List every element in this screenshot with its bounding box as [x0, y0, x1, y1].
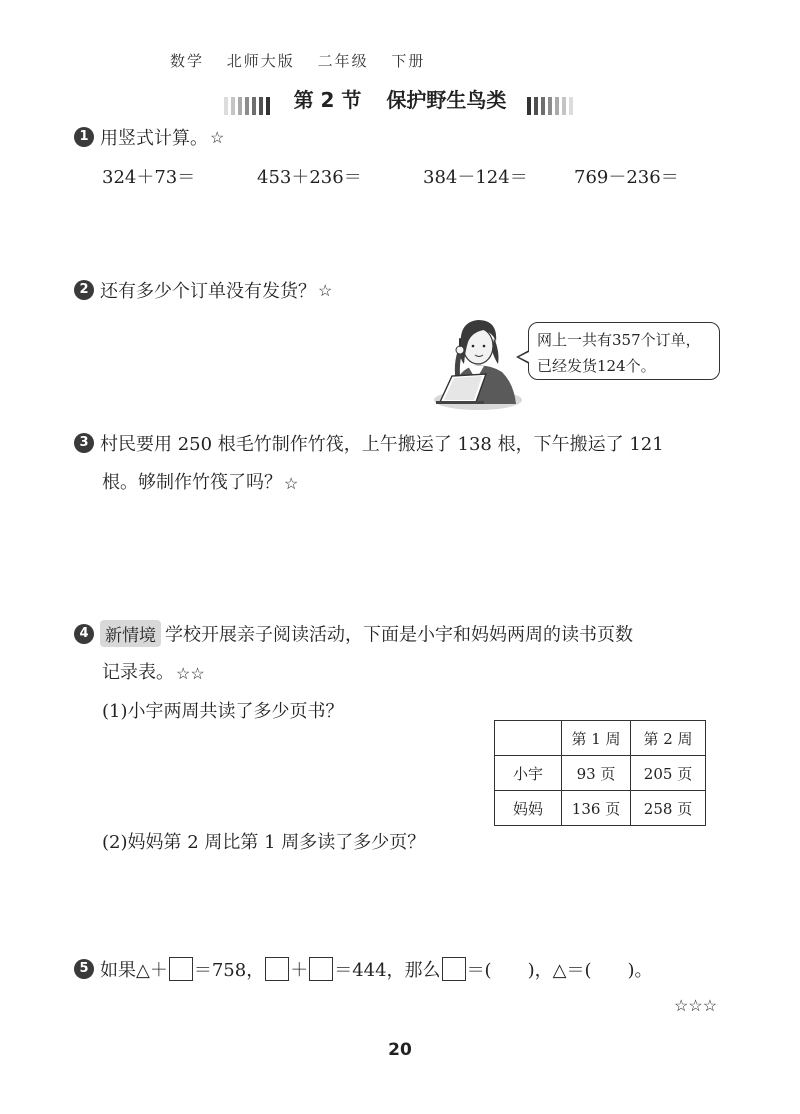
header-edition: 北师大版	[226, 52, 295, 70]
bubble-line-1: 网上一共有357个订单，	[537, 331, 701, 349]
equation-part: 如果△＋	[100, 960, 168, 981]
equation-part: ＝758，	[193, 960, 265, 981]
table-cell: 小宇	[495, 756, 562, 791]
difficulty-star-icon: ☆	[318, 280, 333, 300]
question-3-line-2	[102, 468, 298, 494]
table-cell: 136 页	[562, 791, 631, 826]
header-volume: 下册	[391, 52, 426, 70]
expression-2: 453＋236＝	[257, 167, 362, 188]
speech-bubble-tail-inner	[519, 352, 529, 362]
table-header-cell	[495, 721, 562, 756]
question-text-line-1: 村民要用 250 根毛竹制作竹筏，上午搬运了 138 根，下午搬运了 121	[100, 434, 664, 455]
difficulty-star-icon: ☆	[284, 473, 299, 493]
expression-4: 769－236＝	[574, 167, 679, 188]
question-text-line-2: 根。够制作竹筏了吗？	[102, 472, 282, 493]
question-4-line-2	[102, 658, 205, 684]
sub-question-2: (2)妈妈第 2 周比第 1 周多读了多少页？	[102, 832, 426, 853]
blank-square-box	[442, 957, 466, 981]
table-cell: 93 页	[562, 756, 631, 791]
question-number-badge: 4	[74, 624, 94, 644]
question-3	[74, 430, 664, 456]
question-number-badge: 5	[74, 959, 94, 979]
table-row	[495, 756, 706, 791]
equation-part: ＝( )，△＝( )。	[466, 960, 653, 981]
new-context-tag: 新情境	[100, 620, 161, 647]
header-subject: 数学	[170, 52, 205, 70]
question-text-line-2: 记录表。	[102, 662, 174, 683]
table-header-cell: 第 2 周	[631, 721, 706, 756]
question-number-badge: 2	[74, 280, 94, 300]
table-cell: 258 页	[631, 791, 706, 826]
question-2	[74, 277, 332, 303]
section-number: 第 2 节	[293, 88, 362, 112]
header-grade: 二年级	[317, 52, 369, 70]
question-1	[74, 124, 224, 150]
question-5	[74, 956, 653, 982]
equation-part: ＋	[290, 960, 309, 981]
equation-part: ＝444，那么	[334, 960, 441, 981]
difficulty-star-icon: ☆☆☆	[674, 996, 718, 1015]
reading-record-table	[494, 720, 706, 826]
question-number-badge: 3	[74, 433, 94, 453]
table-header-cell: 第 1 周	[562, 721, 631, 756]
difficulty-star-icon: ☆☆	[176, 663, 205, 683]
table-row	[495, 791, 706, 826]
section-title	[0, 84, 800, 113]
expression-1: 324＋73＝	[102, 167, 196, 188]
table-cell: 205 页	[631, 756, 706, 791]
question-number-badge: 1	[74, 127, 94, 147]
expression-3: 384－124＝	[423, 167, 528, 188]
difficulty-star-icon: ☆	[210, 127, 225, 147]
decorative-bars-right-icon	[527, 93, 576, 111]
decorative-bars-left-icon	[224, 93, 273, 111]
question-4	[74, 620, 633, 647]
table-cell: 妈妈	[495, 791, 562, 826]
question-text: 还有多少个订单没有发货？	[100, 281, 316, 302]
blank-square-box	[309, 957, 333, 981]
blank-square-box	[169, 957, 193, 981]
section-name: 保护野生鸟类	[386, 88, 507, 112]
question-text: 用竖式计算。	[100, 128, 208, 149]
speech-bubble	[528, 322, 720, 380]
table-header-row	[495, 721, 706, 756]
bubble-line-2: 已经发货124个。	[537, 357, 656, 375]
woman-laptop-illustration	[428, 308, 522, 412]
page-number: 20	[388, 1040, 412, 1060]
running-header	[170, 50, 441, 71]
blank-square-box	[265, 957, 289, 981]
question-text-line-1: 学校开展亲子阅读活动，下面是小宇和妈妈两周的读书页数	[165, 624, 633, 646]
sub-question-1: (1)小宇两周共读了多少页书？	[102, 701, 344, 722]
